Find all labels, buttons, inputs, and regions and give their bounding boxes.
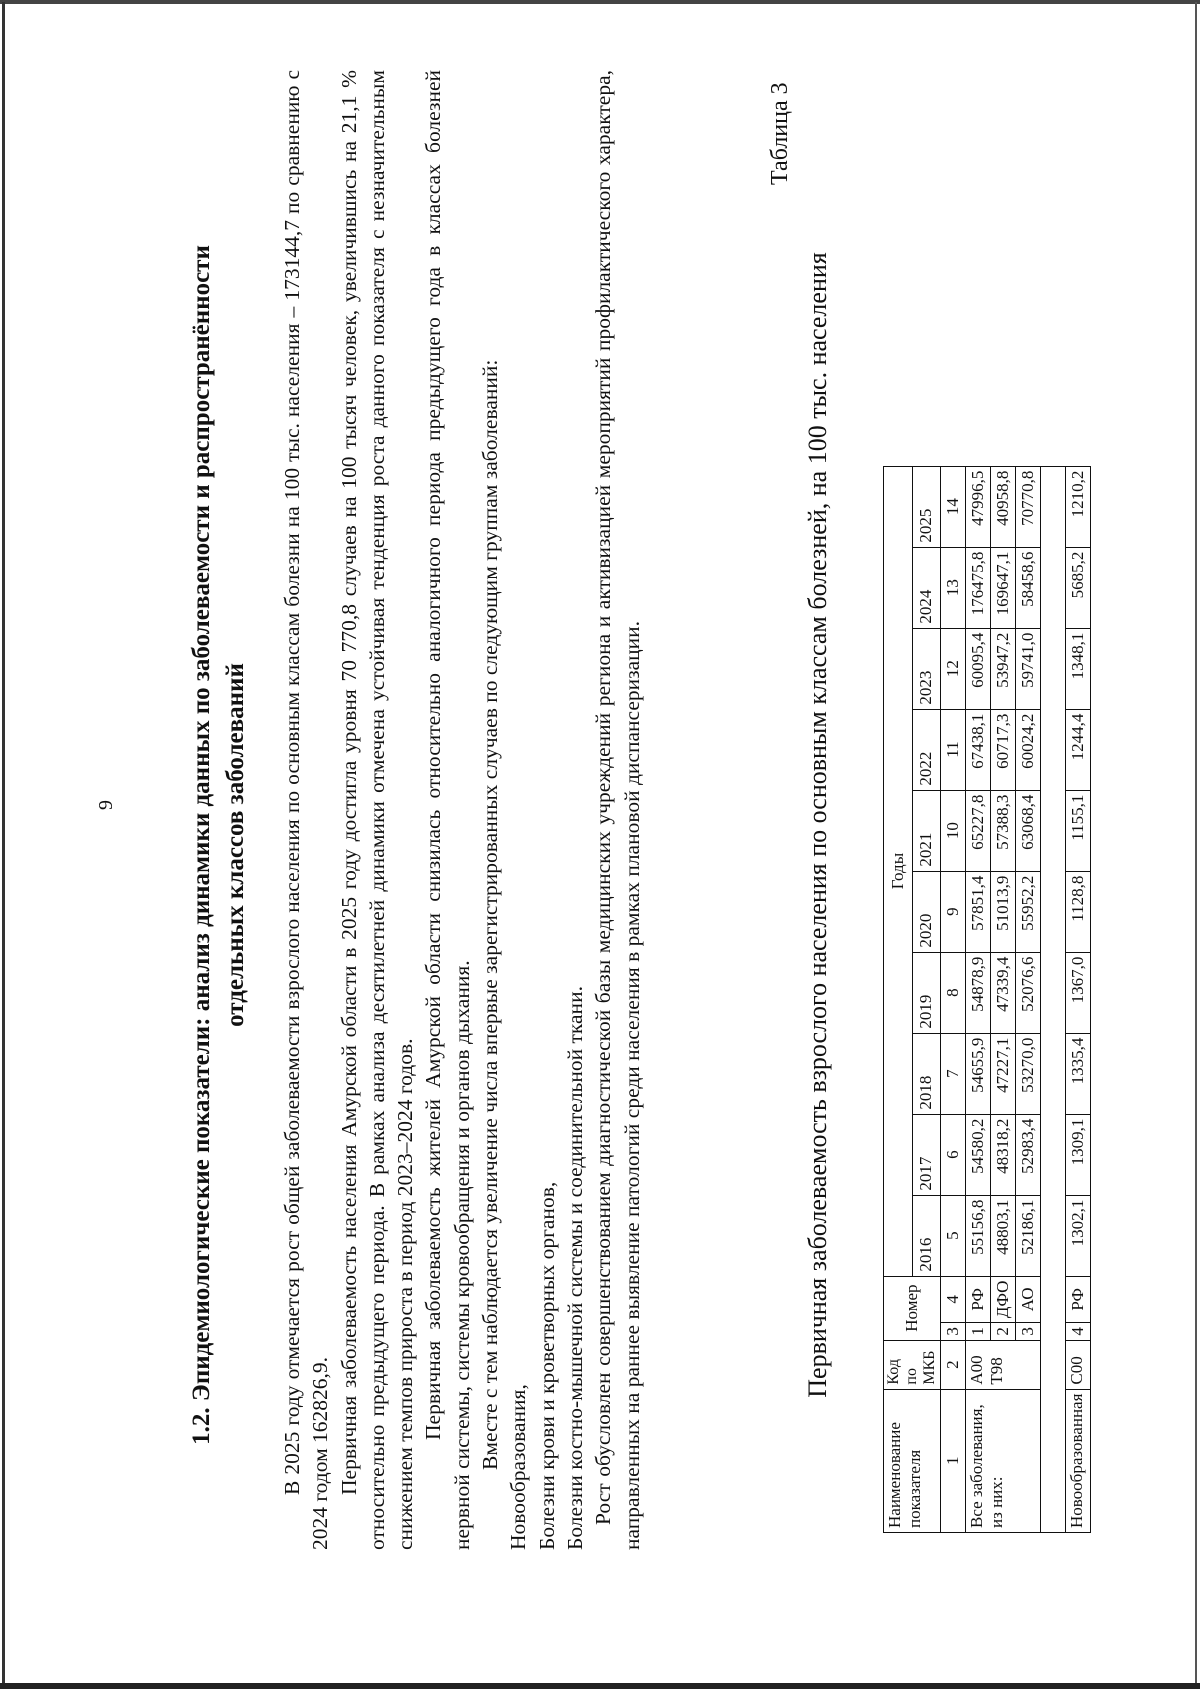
table-cell: 51013,9 (991, 871, 1016, 952)
data-table (883, 466, 1091, 1533)
header-year: 2017 (912, 1114, 941, 1195)
column-number: 10 (941, 790, 966, 871)
list-item: Болезни костно-мышечной системы и соединительной ткани. (562, 986, 587, 1550)
table-row (1066, 466, 1091, 1532)
row-code: C00 (1066, 1340, 1091, 1389)
table-cell: 40958,8 (991, 466, 1016, 547)
table-cell: 53947,2 (991, 628, 1016, 709)
header-year: 2025 (912, 466, 941, 547)
column-number: 13 (941, 547, 966, 628)
table-cell: 67438,1 (966, 709, 991, 790)
section-heading (185, 215, 253, 1475)
table-cell: 47227,1 (991, 1033, 1016, 1114)
table-cell: 169647,1 (991, 547, 1016, 628)
table-cell: 55952,2 (1016, 871, 1041, 952)
table-cell: 1128,8 (1066, 871, 1091, 952)
row-number: 2 (991, 1323, 1016, 1341)
header-year: 2019 (912, 952, 941, 1033)
table-cell: 52983,4 (1016, 1114, 1041, 1195)
row-region: ДФО (991, 1276, 1016, 1323)
table-cell: 54655,9 (966, 1033, 991, 1114)
column-number: 7 (941, 1033, 966, 1114)
column-number: 3 (941, 1323, 966, 1341)
table-cell: 1210,2 (1066, 466, 1091, 547)
table-cell: 52186,1 (1016, 1195, 1041, 1276)
header-year: 2023 (912, 628, 941, 709)
document-page (75, 5, 1155, 1605)
row-code: A00 T98 (966, 1340, 1041, 1389)
table-cell: 57851,4 (966, 871, 991, 952)
table-cell: 1367,0 (1066, 952, 1091, 1033)
header-name: Наименование показателя (884, 1389, 941, 1532)
row-region: РФ (966, 1276, 991, 1323)
table-cell: 60024,2 (1016, 709, 1041, 790)
separator-cell (1041, 466, 1066, 1532)
page-number: 9 (95, 800, 117, 810)
table-title: Первичная заболеваемость взрослого населения по основным классам болезней, на 100 тыс. населения (803, 252, 832, 1398)
scan-edge-bottom (0, 1683, 1200, 1689)
table-cell: 60095,4 (966, 628, 991, 709)
row-name: Все заболевания, из них: (966, 1389, 1041, 1532)
paragraph: Вместе с тем наблюдается увеличение числа впервые зарегистрированных случаев по следующим группам заболеваний: (478, 359, 503, 1470)
column-number: 8 (941, 952, 966, 1033)
table-cell: 53270,0 (1016, 1033, 1041, 1114)
table-cell: 47339,4 (991, 952, 1016, 1033)
row-region: РФ (1066, 1276, 1091, 1323)
table-cell: 58458,6 (1016, 547, 1041, 628)
table-cell: 1244,4 (1066, 709, 1091, 790)
header-code: Код по МКБ (884, 1340, 941, 1389)
column-number: 4 (941, 1276, 966, 1323)
table-cell: 1348,1 (1066, 628, 1091, 709)
paragraph: Первичная заболеваемость населения Амурской области в 2025 году достигла уровня 70 770,8 случаев на 100 тысяч человек, увеличившись на 21,1 % относительно предыдущего периода. В рамках анализа десятилетней динамики отмечена устойчивая тенденция роста данного показателя с незначительным снижением темпов прироста в период 2023–2024 годов. (336, 70, 418, 1550)
column-number: 6 (941, 1114, 966, 1195)
list-item: Новообразования, (506, 1384, 531, 1550)
header-number: Номер (884, 1276, 941, 1340)
column-number: 9 (941, 871, 966, 952)
table-row (966, 466, 991, 1532)
column-number: 2 (941, 1340, 966, 1389)
paragraph: В 2025 году отмечается рост общей заболеваемости взрослого населения по основным классам болезни на 100 тыс. населения – 173144,7 по сравнению с 2024 годом 162826,9. (280, 70, 333, 1550)
table-separator (1041, 466, 1066, 1532)
table-cell: 48803,1 (991, 1195, 1016, 1276)
row-name: Новообразованная (1066, 1389, 1091, 1532)
table-cell: 59741,0 (1016, 628, 1041, 709)
table-cell: 55156,8 (966, 1195, 991, 1276)
column-number: 11 (941, 709, 966, 790)
heading-line-2: отдельных классов заболеваний (222, 663, 249, 1027)
header-year: 2016 (912, 1195, 941, 1276)
paragraph: Рост обусловлен совершенствованием диагностической базы медицинских учреждений региона и активизацией мероприятий профилактического характера, направленных на раннее выявление патологий среди населения в рамках плановой диспансеризации. (591, 70, 644, 1550)
column-number: 14 (941, 466, 966, 547)
header-years-group: Годы (884, 466, 913, 1276)
table-cell: 70770,8 (1016, 466, 1041, 547)
row-number: 4 (1066, 1323, 1091, 1341)
table-cell: 52076,6 (1016, 952, 1041, 1033)
table-cell: 63068,4 (1016, 790, 1041, 871)
header-year: 2024 (912, 547, 941, 628)
table-cell: 54580,2 (966, 1114, 991, 1195)
list-item: Болезни крови и кроветворных органов, (534, 1181, 559, 1550)
header-year: 2020 (912, 871, 941, 952)
table-header-row (884, 466, 913, 1532)
table-cell: 1302,1 (1066, 1195, 1091, 1276)
paragraph: Первичная заболеваемость жителей Амурской области снизилась относительно аналогичного периода предыдущего года в классах болезней нервной системы, системы кровообращения и органов дыхания. (421, 70, 474, 1550)
table-cell: 1155,1 (1066, 790, 1091, 871)
table-cell: 54878,9 (966, 952, 991, 1033)
table-cell: 60717,3 (991, 709, 1016, 790)
row-region: АО (1016, 1276, 1041, 1323)
column-number: 12 (941, 628, 966, 709)
column-number: 1 (941, 1389, 966, 1532)
table-cell: 176475,8 (966, 547, 991, 628)
table-column-numbers-row (941, 466, 966, 1532)
table-cell: 5685,2 (1066, 547, 1091, 628)
row-number: 3 (1016, 1323, 1041, 1341)
table-cell: 65227,8 (966, 790, 991, 871)
body-text (278, 70, 646, 1550)
table-cell: 57388,3 (991, 790, 1016, 871)
heading-line-1: 1.2. Эпидемиологические показатели: анализ динамики данных по заболеваемости и распространённости (188, 245, 215, 1445)
table-cell: 48318,2 (991, 1114, 1016, 1195)
table-cell: 1335,4 (1066, 1033, 1091, 1114)
table-cell: 1309,1 (1066, 1114, 1091, 1195)
header-year: 2018 (912, 1033, 941, 1114)
row-number: 1 (966, 1323, 991, 1341)
table-label: Таблица 3 (767, 82, 793, 185)
column-number: 5 (941, 1195, 966, 1276)
header-year: 2022 (912, 709, 941, 790)
header-year: 2021 (912, 790, 941, 871)
table-cell: 47996,5 (966, 466, 991, 547)
